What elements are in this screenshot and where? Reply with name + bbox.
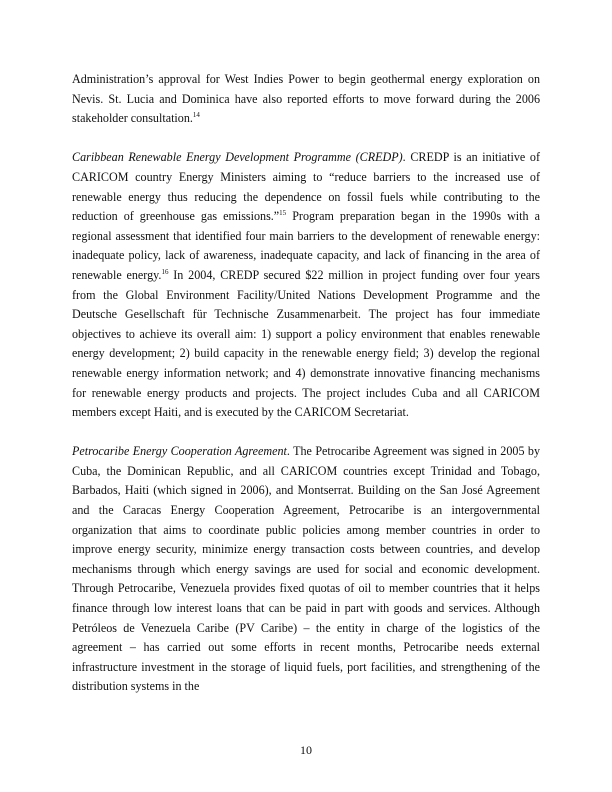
paragraph-text: In 2004, CREDP secured $22 million in project funding over four years from the Global Environment Facility/United Nations Development Programme and the Deutsche Gesellschaft für Technische Zusammenarbeit. The project has four immediate objectives to achieve its overall aim: 1) support a policy environment that enables renewable energy development; 2) build capacity in the renewable energy field; 3) develop the regional renewable energy information network; and 4) demonstrate innovative financing mechanisms for renewable energy products and projects. The project includes Cuba and all CARICOM members except Haiti, and is executed by the CARICOM Secretariat. bbox=[72, 267, 540, 420]
paragraph-text: Program preparation began in the 1990s with a regional assessment that identified four main barriers to the development of renewable energy: inadequate policy, lack of awareness, inadequate capacity, and lack of financing in the area of renewable energy. bbox=[72, 209, 540, 282]
section-lead-petrocaribe: Petrocaribe Energy Cooperation Agreement bbox=[72, 444, 287, 459]
paragraph-petrocaribe bbox=[72, 442, 540, 697]
section-lead-credp: Caribbean Renewable Energy Development Programme (CREDP) bbox=[72, 150, 403, 165]
footnote-ref-14[interactable]: 14 bbox=[192, 111, 200, 120]
footnote-ref-15[interactable]: 15 bbox=[279, 209, 287, 218]
footnote-ref-16[interactable]: 16 bbox=[161, 267, 169, 276]
paragraph-text: . The Petrocaribe Agreement was signed in 2005 by Cuba, the Dominican Republic, and all CARICOM countries except Trinidad and Tobago, Barbados, Haiti (which signed in 2006), and Montserrat. Building on the San José Agreement and the Caracas Energy Cooperation Agreement, Petrocaribe is an intergovernmental organization that aims to coordinate public policies among member countries in order to improve energy security, minimize energy transaction costs between countries, and develop mechanisms through which energy savings are used for social and economic development. Through Petrocaribe, Venezuela provides fixed quotas of oil to member countries that it helps finance through low interest loans that can be paid in part with goods and services. Although Petróleos de Venezuela Caribe (PV Caribe) – the entity in charge of the logistics of the agreement – has carried out some efforts in recent months, Petrocaribe needs external infrastructure investment in the storage of liquid fuels, port facilities, and strengthening of the distribution systems in the bbox=[72, 444, 540, 694]
document-body bbox=[72, 70, 540, 717]
paragraph-geothermal bbox=[72, 70, 540, 129]
paragraph-credp bbox=[72, 148, 540, 422]
paragraph-text: Administration’s approval for West Indies Power to begin geothermal energy exploration on Nevis. St. Lucia and Dominica have also reported efforts to move forward during the 2006 stakeholder consultation. bbox=[72, 72, 540, 126]
page-number: 10 bbox=[300, 743, 312, 757]
paragraph-text: . CREDP is an initiative of CARICOM country Energy Ministers aiming to “reduce barriers to the increased use of renewable energy thus reducing the dependence on fossil fuels while contributing to the reduction of greenhouse gas emissions.” bbox=[72, 150, 540, 224]
